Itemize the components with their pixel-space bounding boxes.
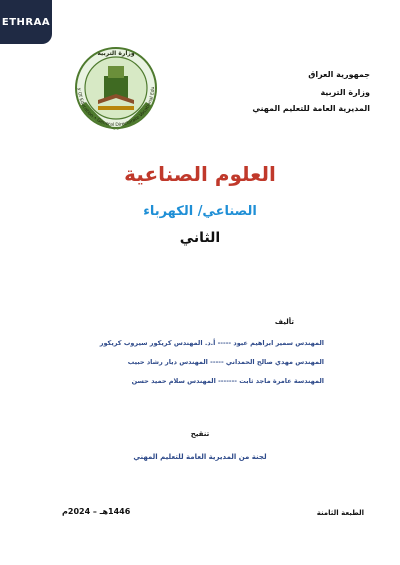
- page-title: العلوم الصناعية: [124, 162, 276, 186]
- emblem-top-text: وزارة التربية: [97, 50, 135, 57]
- emblem-base: [98, 106, 134, 110]
- header-country: جمهورية العراق: [308, 70, 370, 79]
- header-ministry: وزارة التربية: [320, 88, 370, 97]
- publication-year: 1446هـ – 2024م: [62, 507, 131, 516]
- authors-heading: تأليف: [274, 318, 294, 326]
- author-line-3: المهندسة عامرة ماجد ثابت ------- المهندس سلام حميد حسن: [131, 377, 324, 385]
- ethraa-logo-badge: [0, 0, 52, 44]
- page-subtitle: الصناعي/ الكهرباء: [143, 204, 257, 219]
- author-line-1: المهندس سمير ابراهيم عبود ----- أ.د. المهندس كريكور سيروب كريكور: [99, 339, 324, 347]
- ministry-emblem: [68, 46, 164, 146]
- grade-label: الثاني: [179, 230, 221, 246]
- ethraa-logo-text: ETHRAA: [1, 16, 51, 28]
- edition-label: الطبعة الثامنة: [316, 509, 364, 517]
- author-line-2: المهندس مهدي صالح الحمداني ----- المهندس ديار رشاد حبيب: [127, 358, 324, 366]
- emblem-english-ring-text: y Of Education • General Directorate Vocational Edu: [75, 86, 157, 129]
- header-directorate: المديرية العامة للتعليم المهني: [252, 104, 370, 113]
- emblem-tower: [108, 66, 124, 78]
- review-committee: لجنة من المديرية العامة للتعليم المهني: [133, 453, 267, 461]
- review-heading: تنقيح: [190, 430, 210, 438]
